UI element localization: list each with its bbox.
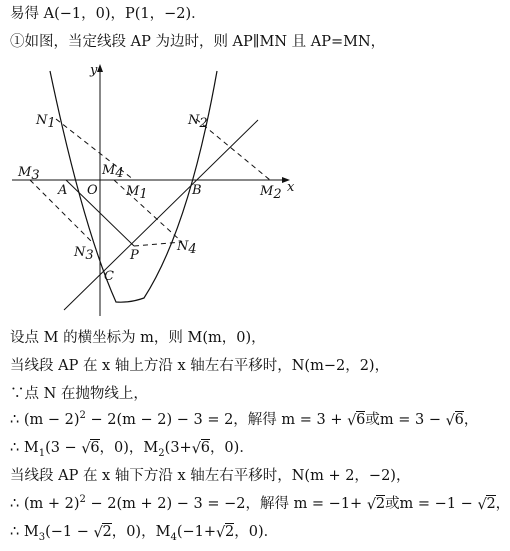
line-1: 易得 A(−1，0)，P(1，−2)． — [10, 6, 206, 22]
point-m2-label: M2 — [260, 184, 282, 202]
line-10: ∴ $M_3(-1$ − √ 2，0)，$M_4(-1+√$ 2，0)． — [10, 522, 278, 542]
point-m3-label: M3 — [18, 165, 40, 183]
line-5: ∵点 N 在抛物线上， — [10, 386, 148, 402]
point-c-label: C — [104, 269, 114, 284]
dashed-p-n4 — [134, 242, 182, 246]
point-b-label: B — [192, 183, 202, 198]
line-2: ①如图，当定线段 AP 为边时，则 AP∥MN 且 AP=MN， — [10, 34, 386, 50]
sqrt-2: √ 2 — [477, 496, 495, 512]
point-n3-label: N3 — [74, 245, 94, 263]
point-n4-label: N4 — [177, 239, 197, 257]
point-m4-label: M4 — [102, 163, 124, 181]
x-axis-label: x — [287, 180, 295, 195]
point-m1-label: M1 — [126, 184, 148, 202]
sqrt-6: √ 6 — [81, 440, 99, 456]
point-n2-label: N2 — [188, 113, 208, 131]
y-axis-label: y — [90, 63, 98, 78]
y-axis-arrow-icon — [97, 64, 103, 72]
parabola-figure — [8, 58, 298, 320]
sqrt-2: √ 2 — [216, 524, 234, 540]
point-a-label: A — [58, 183, 68, 198]
point-n1-label: N1 — [36, 113, 56, 131]
line-8: 当线段 AP 在 x 轴下方沿 x 轴左右平移时，N(m + 2，−2)， — [10, 468, 411, 484]
line-4: 当线段 AP 在 x 轴上方沿 x 轴左右平移时，N(m−2，2)， — [10, 358, 390, 374]
origin-label: O — [87, 183, 98, 198]
sqrt-6: √ 6 — [446, 412, 464, 428]
sqrt-6: √ 6 — [192, 440, 210, 456]
line-6: ∴ $(m - 2)^2 - 2(m - 2) - 3 = 2$，解得 m = 3 + √ 6或m = 3 − √ 6， — [10, 410, 478, 430]
line-9: ∴ $(m + 2)^2 - 2(m + 2) - 3 = -2$，解得 m = −1+ √ 2或m = −1 − √ 2， — [10, 494, 510, 514]
line-7: ∴ $M_1(3$ − √ 6，0)，$M_2(3+√$ 6，0)． — [10, 438, 254, 458]
sqrt-6: √ 6 — [347, 412, 365, 428]
point-p-label: P — [130, 248, 139, 263]
line-3: 设点 M 的横坐标为 m，则 M(m，0)， — [10, 330, 266, 346]
dashed-m4-n4 — [114, 180, 182, 242]
sqrt-2: √ 2 — [93, 524, 111, 540]
sqrt-2: √ 2 — [367, 496, 385, 512]
